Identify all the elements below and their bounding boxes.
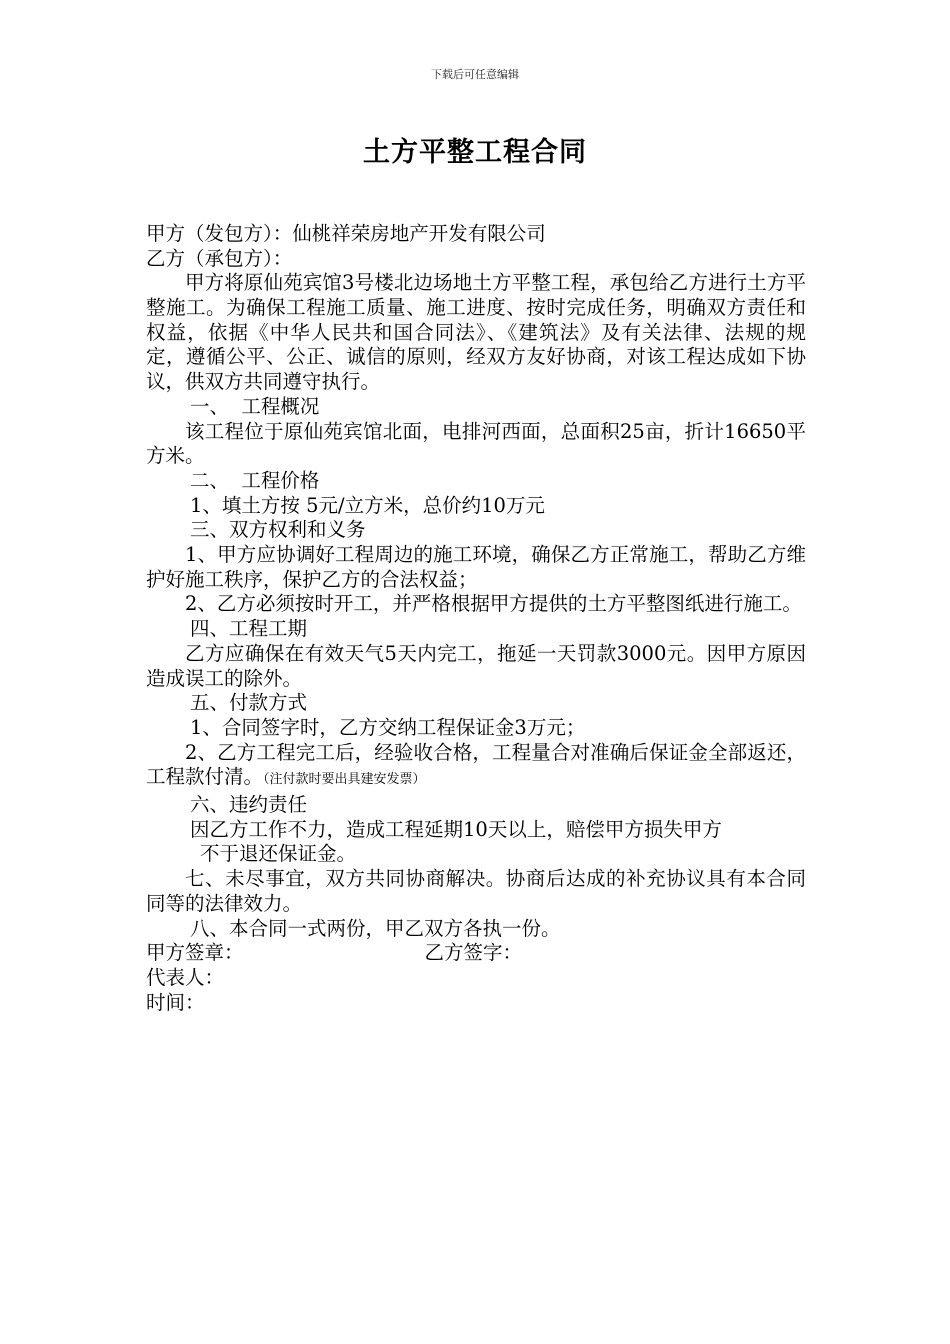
contract-body	[146, 222, 806, 1015]
payment-note: （注付款时要出具建安发票）	[263, 772, 426, 788]
party-b-line: 乙方（承包方）：	[146, 246, 293, 270]
page-title: 土方平整工程合同	[363, 137, 587, 168]
section-4-text: 乙方应确保在有效天气5天内完工，拖延一天罚款3000元。因甲方原因造成误工的除外。	[146, 641, 806, 690]
party-b-signature-label: 乙方签字：	[424, 941, 523, 965]
section-6-heading: 六、违约责任	[190, 793, 308, 817]
section-2-heading: 二、 工程价格	[190, 468, 320, 492]
section-1-text: 该工程位于原仙苑宾馆北面，电排河西面，总面积25亩，折计16650平方米。	[146, 419, 806, 468]
section-3-item-1: 1、甲方应协调好工程周边的施工环境，确保乙方正常施工，帮助乙方维护好施工秩序，保护乙方的合法权益；	[146, 543, 806, 591]
header-note: 下载后可任意编辑	[431, 68, 519, 81]
section-6-line-2: 不于退还保证金。	[200, 842, 357, 866]
section-5-item-1: 1、合同签字时，乙方交纳工程保证金3万元；	[190, 715, 586, 739]
section-3-heading: 三、双方权利和义务	[190, 518, 366, 542]
section-5-item-2-text: 2、乙方工程完工后，经验收合格，工程量合对准确后保证金全部返还，工程款付清。	[146, 740, 806, 789]
intro-paragraph: 甲方将原仙苑宾馆3号楼北边场地土方平整工程，承包给乙方进行土方平整施工。为确保工程施工质量、施工进度、按时完成任务，明确双方责任和权益，依据《中华人民共和国合同法》、《建筑法》及有关法律、法规的规定，遵循公平、公正、诚信的原则，经双方友好协商，对该工程达成如下协议，供双方共同遵守执行。	[146, 271, 806, 394]
section-4-heading: 四、工程工期	[190, 617, 308, 641]
section-6-line-1: 因乙方工作不力，造成工程延期10天以上，赔偿甲方损失甲方	[190, 817, 722, 841]
representative-label: 代表人：	[146, 965, 225, 989]
party-a-signature-label: 甲方签章：	[146, 941, 244, 965]
party-a-line: 甲方（发包方）：仙桃祥荣房地产开发有限公司	[146, 222, 546, 245]
signature-line	[146, 941, 806, 966]
section-1-heading: 一、 工程概况	[190, 394, 320, 418]
section-5-heading: 五、付款方式	[190, 691, 308, 715]
section-2-item-1: 1、填土方按 5元/立方米，总价约10万元	[190, 493, 545, 517]
time-label: 时间：	[146, 990, 205, 1014]
section-7-text: 七、未尽事宜，双方共同协商解决。协商后达成的补充协议具有本合同同等的法律效力。	[146, 867, 806, 915]
section-8-text: 八、本合同一式两份，甲乙双方各执一份。	[190, 916, 561, 940]
section-5-item-2	[146, 741, 806, 793]
section-3-item-2: 2、乙方必须按时开工，并严格根据甲方提供的土方平整图纸进行施工。	[185, 592, 802, 616]
